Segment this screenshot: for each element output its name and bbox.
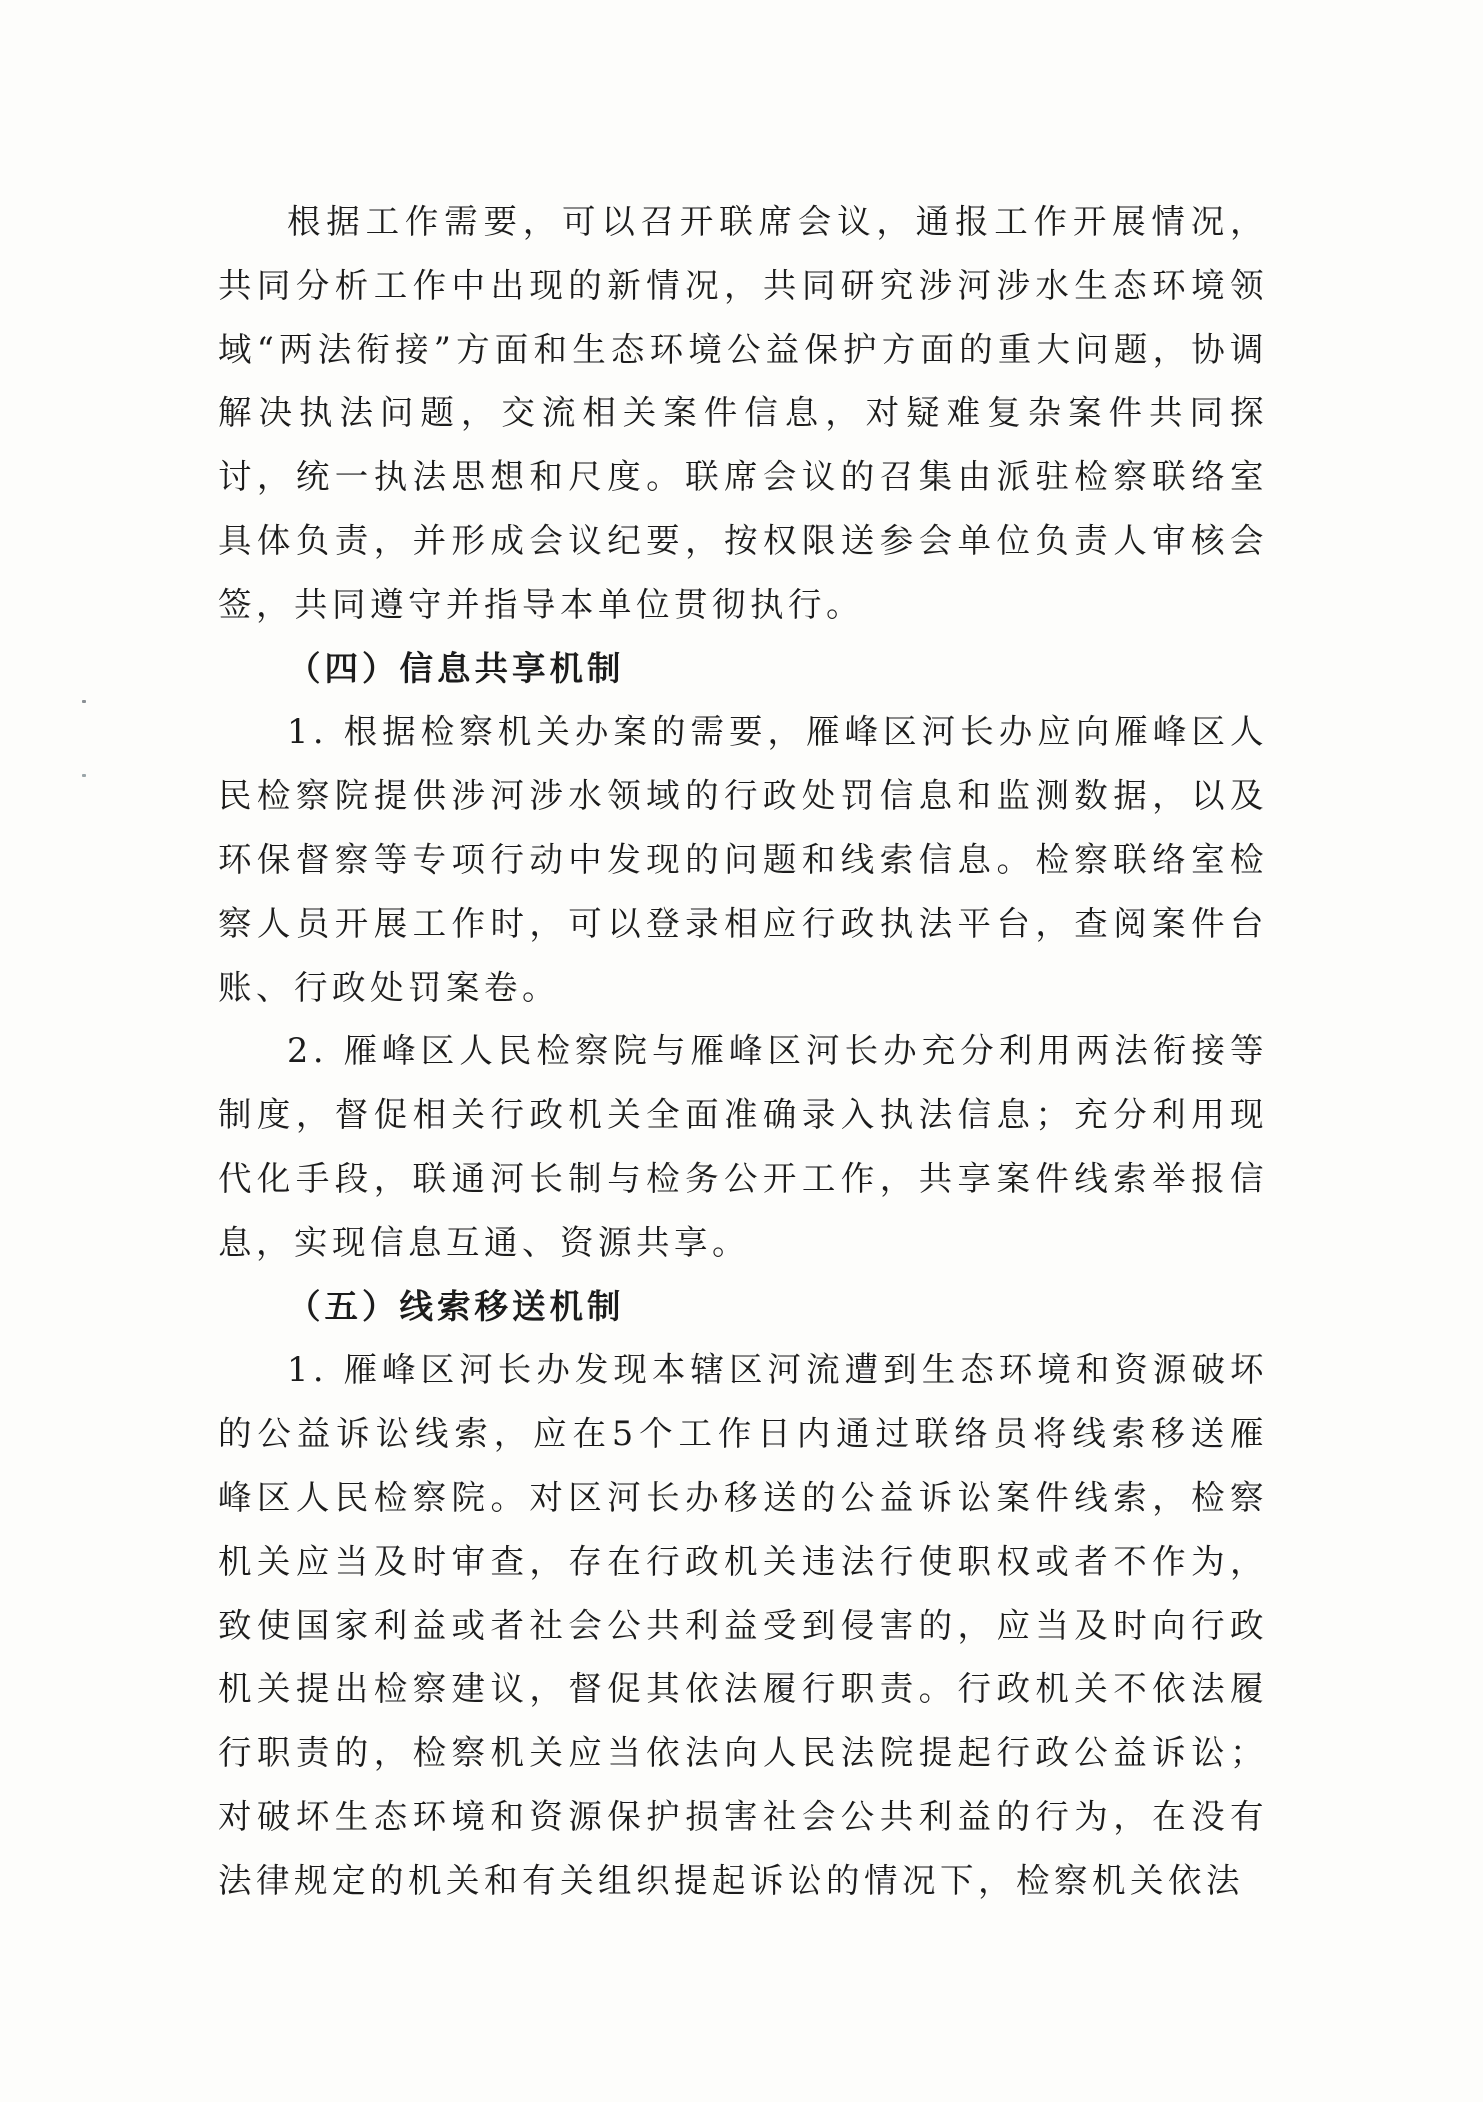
document-body [218,190,1268,1913]
paragraph-info-sharing-2: 2. 雁峰区人民检察院与雁峰区河长办充分利用两法衔接等制度，督促相关行政机关全面准确录入执法信息；充分利用现代化手段，联通河长制与检务公开工作，共享案件线索举报信息，实现信息互通、资源共享。 [218,1031,1268,1262]
section-heading-clue-transfer: （五）线索移送机制 [287,1286,625,1326]
scan-speck [82,774,86,777]
paragraph-clue-transfer-1: 1. 雁峰区河长办发现本辖区河流遭到生态环境和资源破坏的公益诉讼线索，应在5个工作日内通过联络员将线索移送雁峰区人民检察院。对区河长办移送的公益诉讼案件线索，检察机关应当及时审查，存在行政机关违法行使职权或者不作为，致使国家利益或者社会公共利益受到侵害的，应当及时向行政机关提出检察建议，督促其依法履行职责。行政机关不依法履行职责的，检察机关应当依法向人民法院提起行政公益诉讼；对破坏生态环境和资源保护损害社会公共利益的行为，在没有法律规定的机关和有关组织提起诉讼的情况下，检察机关依法 [218,1350,1268,1900]
paragraph-info-sharing-1: 1. 根据检察机关办案的需要，雁峰区河长办应向雁峰区人民检察院提供涉河涉水领域的行政处罚信息和监测数据，以及环保督察等专项行动中发现的问题和线索信息。检察联络室检察人员开展工作时，可以登录相应行政执法平台，查阅案件台账、行政处罚案卷。 [218,712,1268,1007]
section-heading-info-sharing: （四）信息共享机制 [287,648,625,688]
paragraph-joint-meeting: 根据工作需要，可以召开联席会议，通报工作开展情况，共同分析工作中出现的新情况，共同研究涉河涉水生态环境领域“两法衔接”方面和生态环境公益保护方面的重大问题，协调解决执法问题，交流相关案件信息，对疑难复杂案件共同探讨，统一执法思想和尺度。联席会议的召集由派驻检察联络室具体负责，并形成会议纪要，按权限送参会单位负责人审核会签，共同遵守并指导本单位贯彻执行。 [218,202,1268,624]
scan-speck [82,700,86,703]
